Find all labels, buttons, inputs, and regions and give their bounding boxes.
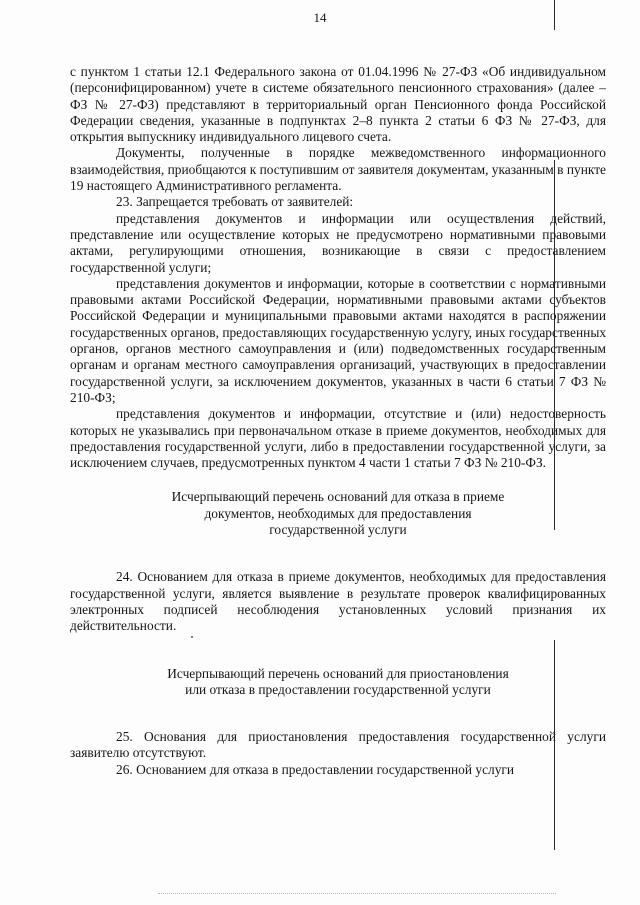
heading-line: Исчерпывающий перечень оснований для приостановления [167, 665, 509, 681]
paragraph-item-26: 26. Основанием для отказа в предоставлении государственной услуги [116, 761, 515, 777]
scan-speck [191, 636, 193, 638]
paragraph-item-24: 24. Основанием для отказа в приеме документов, необходимых для предоставления государственной услуги, является выявление в результате проверок квалифицированных электронных подписей несоблюдения установленных условий признания их действительности. [70, 569, 606, 634]
heading-line: Исчерпывающий перечень оснований для отказа в приеме [171, 489, 505, 505]
section-heading [70, 489, 606, 538]
paragraph: Документы, полученные в порядке межведомственного информационного взаимодействия, приобщаются к поступившим от заявителя документам, указанным в пункте 19 настоящего Административного регламента. [70, 145, 606, 194]
paragraph: представления документов и информации или осуществления действий, представление или осуществление которых не предусмотрено нормативными правовыми актами, регулирующими отношения, возникающие в связи с предоставлением государственной услуги; [70, 210, 606, 275]
page-number: 14 [313, 10, 327, 25]
paragraph: представления документов и информации, отсутствие и (или) недостоверность которых не указывались при первоначальном отказе в приеме документов, необходимых для предоставления государственной услуги, либо в предоставлении государственной услуги, за исключением случаев, предусмотренных пунктом 4 части 1 статьи 7 ФЗ № 210-ФЗ. [70, 406, 606, 471]
paragraph: с пунктом 1 статьи 12.1 Федерального закона от 01.04.1996 № 27-ФЗ «Об индивидуальном (персонифицированном) учете в системе обязательного пенсионного страхования» (далее – ФЗ № 27-ФЗ) представляют в территориальный орган Пенсионного фонда Российской Федерации сведения, указанные в подпунктах 2–8 пункта 2 статьи 6 ФЗ № 27-ФЗ, для открытия выпускнику индивидуального лицевого счета. [70, 64, 606, 145]
heading-line: документов, необходимых для предоставления [204, 505, 472, 521]
heading-line: государственной услуги [269, 522, 407, 538]
paragraph-item-25: 25. Основания для приостановления предоставления государственной услуги заявителю отсутствуют. [70, 729, 606, 761]
section-heading [70, 666, 606, 699]
paragraph: представления документов и информации, которые в соответствии с нормативными правовыми актами Российской Федерации, нормативными правовыми актами субъектов Российской Федерации и муниципальными правовыми актами находятся в распоряжении государственных органов, предоставляющих государственную услугу, иных государственных органов, органов местного самоуправления и (или) подведомственных государственным органам и органам местного самоуправления организаций, участвующих в предоставлении государственной услуги, за исключением документов, указанных в части 6 статьи 7 ФЗ № 210-ФЗ; [70, 275, 607, 405]
paragraph-item-23: 23. Запрещается требовать от заявителей: [116, 194, 354, 210]
scan-margin-line [554, 0, 555, 30]
scan-bottom-artifact [158, 893, 556, 894]
document-body [70, 64, 606, 778]
heading-line: или отказа в предоставлении государственной услуги [185, 681, 491, 697]
